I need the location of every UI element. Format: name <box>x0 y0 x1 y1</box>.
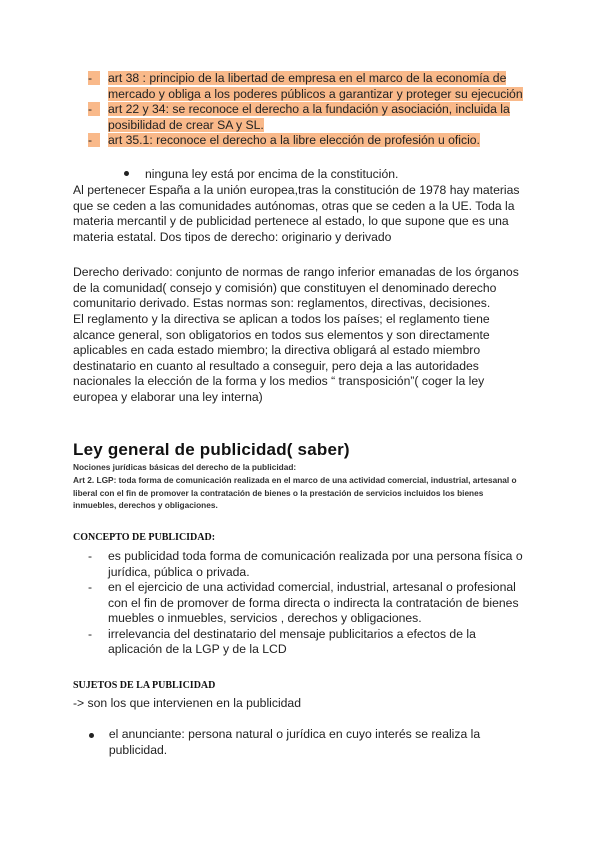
list-marker: - <box>88 549 93 563</box>
paragraph-reglamento-directiva: El reglamento y la directiva se aplican a todos los países; el reglamento tiene alcance general, son obligatorios en todos sus elementos y son directamente aplicables en cada estado miembro; la directiva obligará al estado miembro destinatario en cuanto al resultado a conseguir, pero deja a las autoridades nacionales la elección de la forma y los medios “ transposición”( coger la ley europea y elaborar una ley interna) <box>73 312 490 404</box>
bullet-dot-icon <box>124 171 129 176</box>
small-art2-text: Art 2. LGP: toda forma de comunicación realizada en el marco de una actividad comercial, industrial, artesanal o liberal con el fin de promover la contratación de bienes o la prestación de servicios incluidos los bienes inmuebles, derechos y obligaciones. <box>73 475 517 510</box>
concepto-item-text: en el ejercicio de una actividad comercial, industrial, artesanal o profesional con el fin de promover de forma directa o indirecta la contratación de bienes muebles o inmuebles, servicios , derechos y obligaciones. <box>108 580 519 625</box>
small-subtitle: Nociones jurídicas básicas del derecho de la publicidad: <box>73 462 297 472</box>
concepto-item-text: irrelevancia del destinatario del mensaje publicitarios a efectos de la aplicación de la LGP y de la LCD <box>108 626 476 656</box>
list-marker: - <box>88 71 100 85</box>
list-marker: - <box>88 102 100 116</box>
highlighted-article-list <box>88 71 528 149</box>
list-item <box>88 71 528 102</box>
concepto-heading: CONCEPTO DE PUBLICIDAD: <box>73 532 216 543</box>
paragraph-union-europea: Al pertenecer España a la unión europea,tras la constitución de 1978 hay materias que se ceden a las comunidades autónomas, otras que se ceden a la UE. Toda la materia mercantil y de publicidad pertenece al estado, lo que supone que es una materia estatal. Dos tipos de derecho: originario y derivado <box>73 183 520 244</box>
list-marker: - <box>88 133 100 147</box>
list-item <box>88 133 528 149</box>
list-item <box>88 627 528 658</box>
article-35-text: art 35.1: reconoce el derecho a la libre elección de profesión u oficio. <box>108 133 480 147</box>
sujetos-intro: -> son los que intervienen en la publicidad <box>73 696 301 710</box>
constitution-bullet <box>124 167 398 183</box>
article-38-text: art 38 : principio de la libertad de empresa en el marco de la economía de mercado y obliga a los poderes públicos a garantizar y proteger su ejecución <box>108 71 523 101</box>
list-item <box>88 580 528 627</box>
list-item <box>88 549 528 580</box>
sujetos-heading: SUJETOS DE LA PUBLICIDAD <box>73 680 216 691</box>
concepto-item-text: es publicidad toda forma de comunicación realizada por una persona física o jurídica, pública o privada. <box>108 549 523 579</box>
list-marker: - <box>88 626 93 641</box>
anunciante-bullet <box>89 727 529 758</box>
constitution-bullet-text: ninguna ley está por encima de la constitución. <box>145 167 399 181</box>
paragraph-derecho-derivado: Derecho derivado: conjunto de normas de rango inferior emanadas de los órganos de la comunidad( consejo y comisión) que constituyen el denominado derecho comunitario derivado. Estas normas son: reglamentos, directivas, decisiones. <box>73 265 519 310</box>
anunciante-bullet-text: el anunciante: persona natural o jurídica en cuyo interés se realiza la publicidad. <box>108 727 481 757</box>
section-title: Ley general de publicidad( saber) <box>73 440 350 459</box>
bullet-dot-icon <box>89 733 94 738</box>
article-22-34-text: art 22 y 34: se reconoce el derecho a la fundación y asociación, incluida la posibilidad de crear SA y SL. <box>108 102 510 132</box>
concepto-list <box>88 549 528 658</box>
list-marker: - <box>88 580 93 594</box>
list-item <box>88 102 528 133</box>
